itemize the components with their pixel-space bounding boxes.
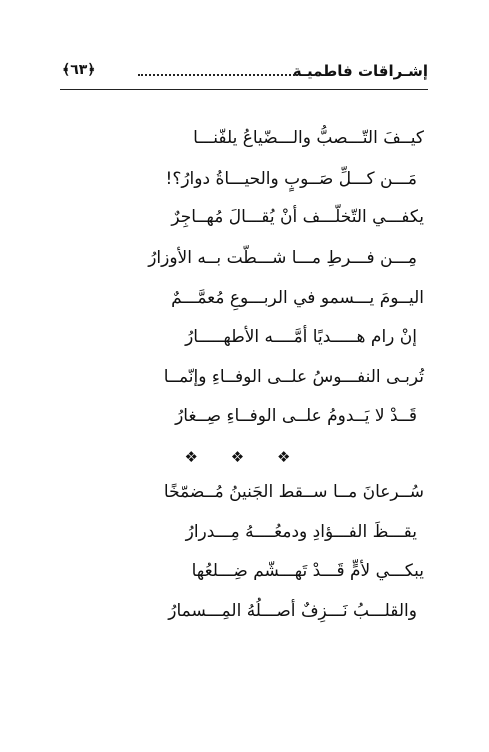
verse-line-4: مِـــن فـــرطِ مـــا شـــطّت بــه الأوزارُ — [148, 248, 417, 268]
verse-line-7: تُربـى النفـــوسُ علــى الوفــاءِ وإنّمــا — [163, 367, 424, 387]
verse-line-6: إنْ رام هـــــديًا أمَّــــه الأطهـــــارُ — [185, 327, 417, 347]
verse-line-2: مَـــن كـــلِّ صَــوبٍ والحيـــاةُ دوارُ؟! — [165, 169, 417, 189]
verse-line-9: سُــرعانَ مــا ســقط الجَنينُ مُــضمّخًا — [163, 482, 424, 502]
section-ornament: ❖ ❖ ❖ — [184, 448, 305, 466]
page-number: ﴿٦٣﴾ — [62, 62, 96, 78]
running-header — [60, 58, 428, 88]
verse-line-11: يبكـــي لأمٍّ قَـــدْ تَهـــشّم ضِـــلعُها — [191, 561, 424, 581]
header-rule — [60, 89, 428, 90]
verse-line-12: والقلـــبُ نَـــزِفٌ أصـــلُهُ المِـــسمارُ — [168, 601, 417, 621]
header-dot-leader — [138, 74, 298, 76]
verse-line-10: يقـــظَ الفـــؤادِ ودمعُــــهُ مِـــدرارُ — [185, 522, 417, 542]
verse-line-8: قَــدْ لا يَــدومُ علــى الوفــاءِ صِــغارُ — [175, 406, 417, 426]
verse-line-3: يكفـــي التّخلّـــف أنْ يُقـــالَ مُهــاجِرٌ — [171, 207, 424, 227]
verse-line-5: اليــومَ يـــسمو في الربـــوعِ مُعمَّـــمٌ — [171, 288, 424, 308]
verse-line-1: كيــفَ التّـــصبُّ والـــضّياعُ يلفّنـــا — [193, 128, 424, 148]
running-header-title: إشـراقات فاطميـة — [292, 62, 428, 80]
